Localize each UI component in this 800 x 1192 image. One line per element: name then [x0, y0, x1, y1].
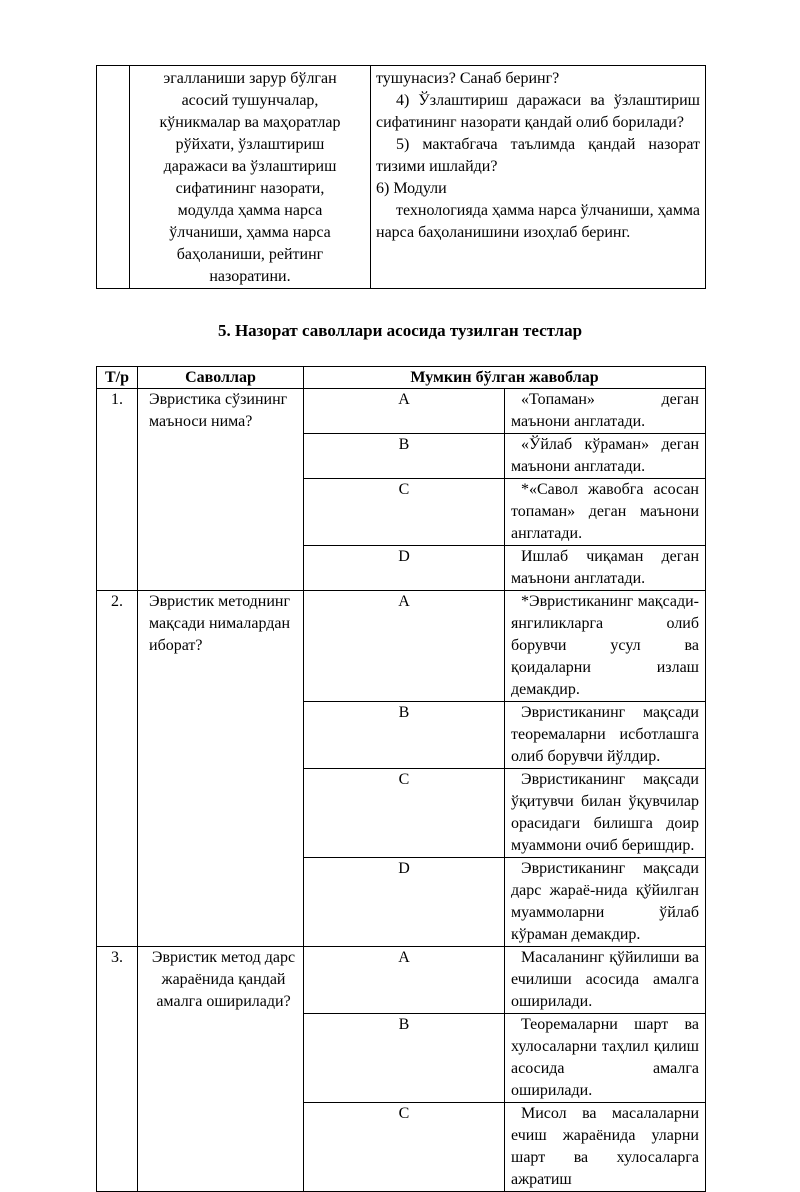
answer-text — [505, 479, 706, 546]
answer-letter: C — [304, 479, 505, 546]
question-paragraph: 4) Ўзлаштириш даражаси ва ўзлаштириш сифатининг назорати қандай олиб борилади? — [376, 92, 700, 131]
top-table-row — [97, 66, 706, 289]
answer-text — [505, 702, 706, 769]
tests-table — [96, 366, 706, 1192]
answer-text — [505, 389, 706, 434]
header-questions: Саволлар — [138, 367, 304, 389]
question-paragraph: тушунасиз? Санаб беринг? — [376, 70, 560, 87]
topics-line: назоратини. — [209, 268, 291, 285]
question-text-content: Эвристик методнинг мақсади нималардан иборат? — [149, 593, 291, 654]
answer-text — [505, 1103, 706, 1192]
answer-letter: B — [304, 1014, 505, 1103]
answer-text — [505, 434, 706, 479]
question-paragraph: 5) мактабгача таълимда қандай назорат тизими ишлайди? — [376, 136, 700, 175]
question-text — [138, 389, 304, 591]
topics-line: кўникмалар ва маҳоратлар — [159, 114, 341, 131]
table-row — [97, 591, 706, 702]
answer-text-content: «Ўйлаб кўраман» деган маънони англатади. — [511, 436, 699, 475]
answer-text-content: Эвристиканинг мақсади дарс жараё-нида қўйилган муаммоларни ўйлаб кўраман демакдир. — [511, 860, 699, 943]
answer-text-content: Мисол ва масалаларни ечиш жараёнида уларни шарт ва хулосаларга ажратиш — [511, 1105, 699, 1188]
answer-text-content: Ишлаб чиқаман деган маънони англатади. — [511, 548, 699, 587]
header-number: Т/р — [97, 367, 138, 389]
tests-header-row — [97, 367, 706, 389]
answer-letter: A — [304, 947, 505, 1014]
answer-text-content: «Топаман» деган маънони англатади. — [511, 391, 699, 430]
topics-line: ўлчаниши, ҳамма нарса — [169, 224, 331, 241]
answer-letter: C — [304, 769, 505, 858]
topics-line: сифатининг назорати, — [175, 180, 325, 197]
answer-letter: C — [304, 1103, 505, 1192]
control-questions-cell — [371, 66, 706, 289]
question-paragraph: технологияда ҳамма нарса ўлчаниши, ҳамма нарса баҳоланишини изоҳлаб беринг. — [376, 202, 700, 241]
answer-letter: D — [304, 546, 505, 591]
topics-cell — [130, 66, 371, 289]
answer-text-content: *Эвристиканинг мақсади-янгиликларга олиб борувчи усул ва қоидаларни излаш демакдир. — [511, 593, 699, 698]
question-number: 1. — [97, 389, 138, 591]
question-text-content: Эвристик метод дарс жараёнида қандай амалга оширилади? — [151, 949, 296, 1010]
answer-text — [505, 546, 706, 591]
answer-text — [505, 769, 706, 858]
topics-line: модулда ҳамма нарса — [177, 202, 323, 219]
answer-letter: A — [304, 389, 505, 434]
answer-text-content: *«Савол жавобга асосан топаман» деган маънони англатади. — [511, 481, 699, 542]
table-row — [97, 947, 706, 1014]
question-text-content: Эвристика сўзининг маъноси нима? — [149, 391, 288, 430]
question-number: 3. — [97, 947, 138, 1192]
answer-text-content: Эвристиканинг мақсади теоремаларни исботлашга олиб борувчи йўлдир. — [511, 704, 699, 765]
answer-letter: D — [304, 858, 505, 947]
answer-text-content: Эвристиканинг мақсади ўқитувчи билан ўқувчилар орасидаги билишга доир муаммони очиб беришдир. — [511, 771, 699, 854]
answer-text — [505, 591, 706, 702]
answer-text — [505, 947, 706, 1014]
topics-line: эгалланиши зарур бўлган — [163, 70, 337, 87]
question-text — [138, 591, 304, 947]
blank-cell — [97, 66, 130, 289]
answer-text — [505, 858, 706, 947]
table-row — [97, 389, 706, 434]
topics-line: даражаси ва ўзлаштириш — [163, 158, 337, 175]
topics-line: асосий тушунчалар, — [181, 92, 319, 109]
answer-text-content: Масаланинг қўйилиши ва ечилиши асосида амалга оширилади. — [511, 949, 699, 1010]
question-number: 2. — [97, 591, 138, 947]
header-answers: Мумкин бўлган жавоблар — [304, 367, 706, 389]
answer-letter: B — [304, 702, 505, 769]
top-table — [96, 65, 706, 289]
answer-letter: B — [304, 434, 505, 479]
answer-text — [505, 1014, 706, 1103]
answer-text-content: Теоремаларни шарт ва хулосаларни таҳлил қилиш асосида амалга оширилади. — [511, 1016, 699, 1099]
answer-letter: A — [304, 591, 505, 702]
section-title: 5. Назорат саволлари асосида тузилган тестлар — [217, 321, 583, 340]
topics-line: рўйхати, ўзлаштириш — [175, 136, 325, 153]
question-text — [138, 947, 304, 1192]
question-paragraph: 6) Модули — [376, 180, 447, 197]
topics-line: баҳоланиши, рейтинг — [176, 246, 324, 263]
